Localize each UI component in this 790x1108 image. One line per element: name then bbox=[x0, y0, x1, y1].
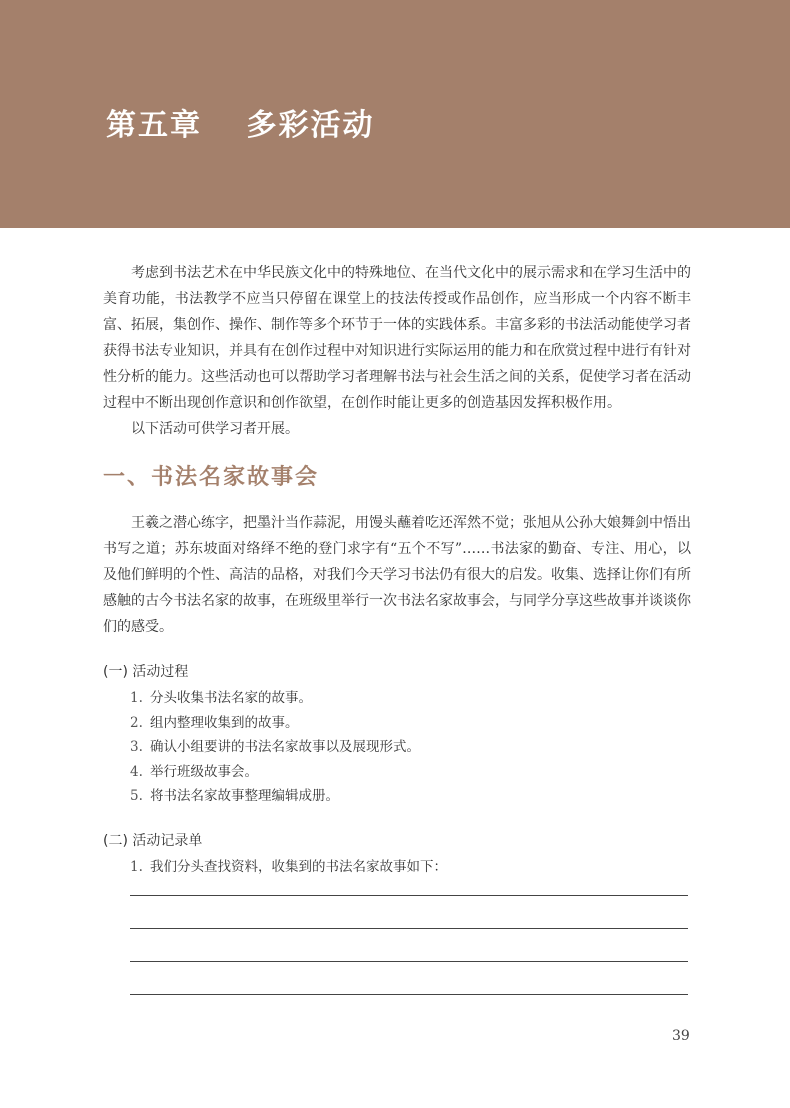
writing-line bbox=[130, 994, 688, 995]
list-item bbox=[130, 735, 691, 760]
item-text: 分头收集书法名家的故事。 bbox=[150, 690, 312, 706]
section-paragraph: 王羲之潜心练字，把墨汁当作蒜泥，用馒头蘸着吃还浑然不觉；张旭从公孙大娘舞剑中悟出书写之道；苏东坡面对络绎不绝的登门求字有“五个不写”……书法家的勤奋、专注、用心，以及他们鲜明的个性、高洁的品格，对我们今天学习书法仍有很大的启发。收集、选择让你们有所感触的古今书法名家的故事，在班级里举行一次书法名家故事会，与同学分享这些故事并谈谈你们的感受。 bbox=[103, 515, 691, 635]
item-number: 1. bbox=[130, 858, 143, 875]
item-number: 3. bbox=[130, 739, 143, 755]
page-number: 39 bbox=[672, 1028, 690, 1044]
record-heading: (二) 活动记录单 bbox=[103, 832, 203, 849]
item-number: 5. bbox=[130, 788, 143, 804]
item-number: 2. bbox=[130, 714, 143, 731]
writing-line bbox=[130, 961, 688, 962]
item-text: 将书法名家故事整理编辑成册。 bbox=[150, 788, 339, 804]
list-item bbox=[130, 855, 691, 880]
section-title: 一、书法名家故事会 bbox=[103, 464, 320, 490]
item-text: 我们分头查找资料，收集到的书法名家故事如下： bbox=[150, 858, 447, 875]
intro-paragraph: 考虑到书法艺术在中华民族文化中的特殊地位、在当代文化中的展示需求和在学习生活中的美育功能，书法教学不应当只停留在课堂上的技法传授或作品创作，应当形成一个内容不断丰富、拓展，集创作、操作、制作等多个环节于一体的实践体系。丰富多彩的书法活动能使学习者获得书法专业知识，并具有在创作过程中对知识进行实际运用的能力和在欣赏过程中进行有针对性分析的能力。这些活动也可以帮助学习者理解书法与社会生活之间的关系，促使学习者在活动过程中不断出现创作意识和创作欲望，在创作时能让更多的创造基因发挥积极作用。 bbox=[103, 265, 691, 411]
item-number: 4. bbox=[130, 763, 143, 780]
writing-line bbox=[130, 895, 688, 896]
chapter-header-band bbox=[0, 0, 790, 228]
list-item bbox=[130, 711, 691, 736]
list-item bbox=[130, 760, 691, 785]
list-item bbox=[130, 686, 691, 711]
intro-note: 以下活动可供学习者开展。 bbox=[131, 421, 299, 437]
process-heading: (一) 活动过程 bbox=[103, 664, 189, 680]
item-text: 确认小组要讲的书法名家故事以及展现形式。 bbox=[150, 739, 420, 755]
item-text: 举行班级故事会。 bbox=[150, 763, 258, 780]
item-text: 组内整理收集到的故事。 bbox=[150, 714, 299, 731]
page-content bbox=[103, 228, 691, 995]
writing-line bbox=[130, 928, 688, 929]
record-list bbox=[130, 855, 691, 880]
process-list bbox=[130, 686, 691, 809]
chapter-title: 第五章 多彩活动 bbox=[106, 108, 375, 143]
item-number: 1. bbox=[130, 690, 143, 706]
list-item bbox=[130, 784, 691, 809]
